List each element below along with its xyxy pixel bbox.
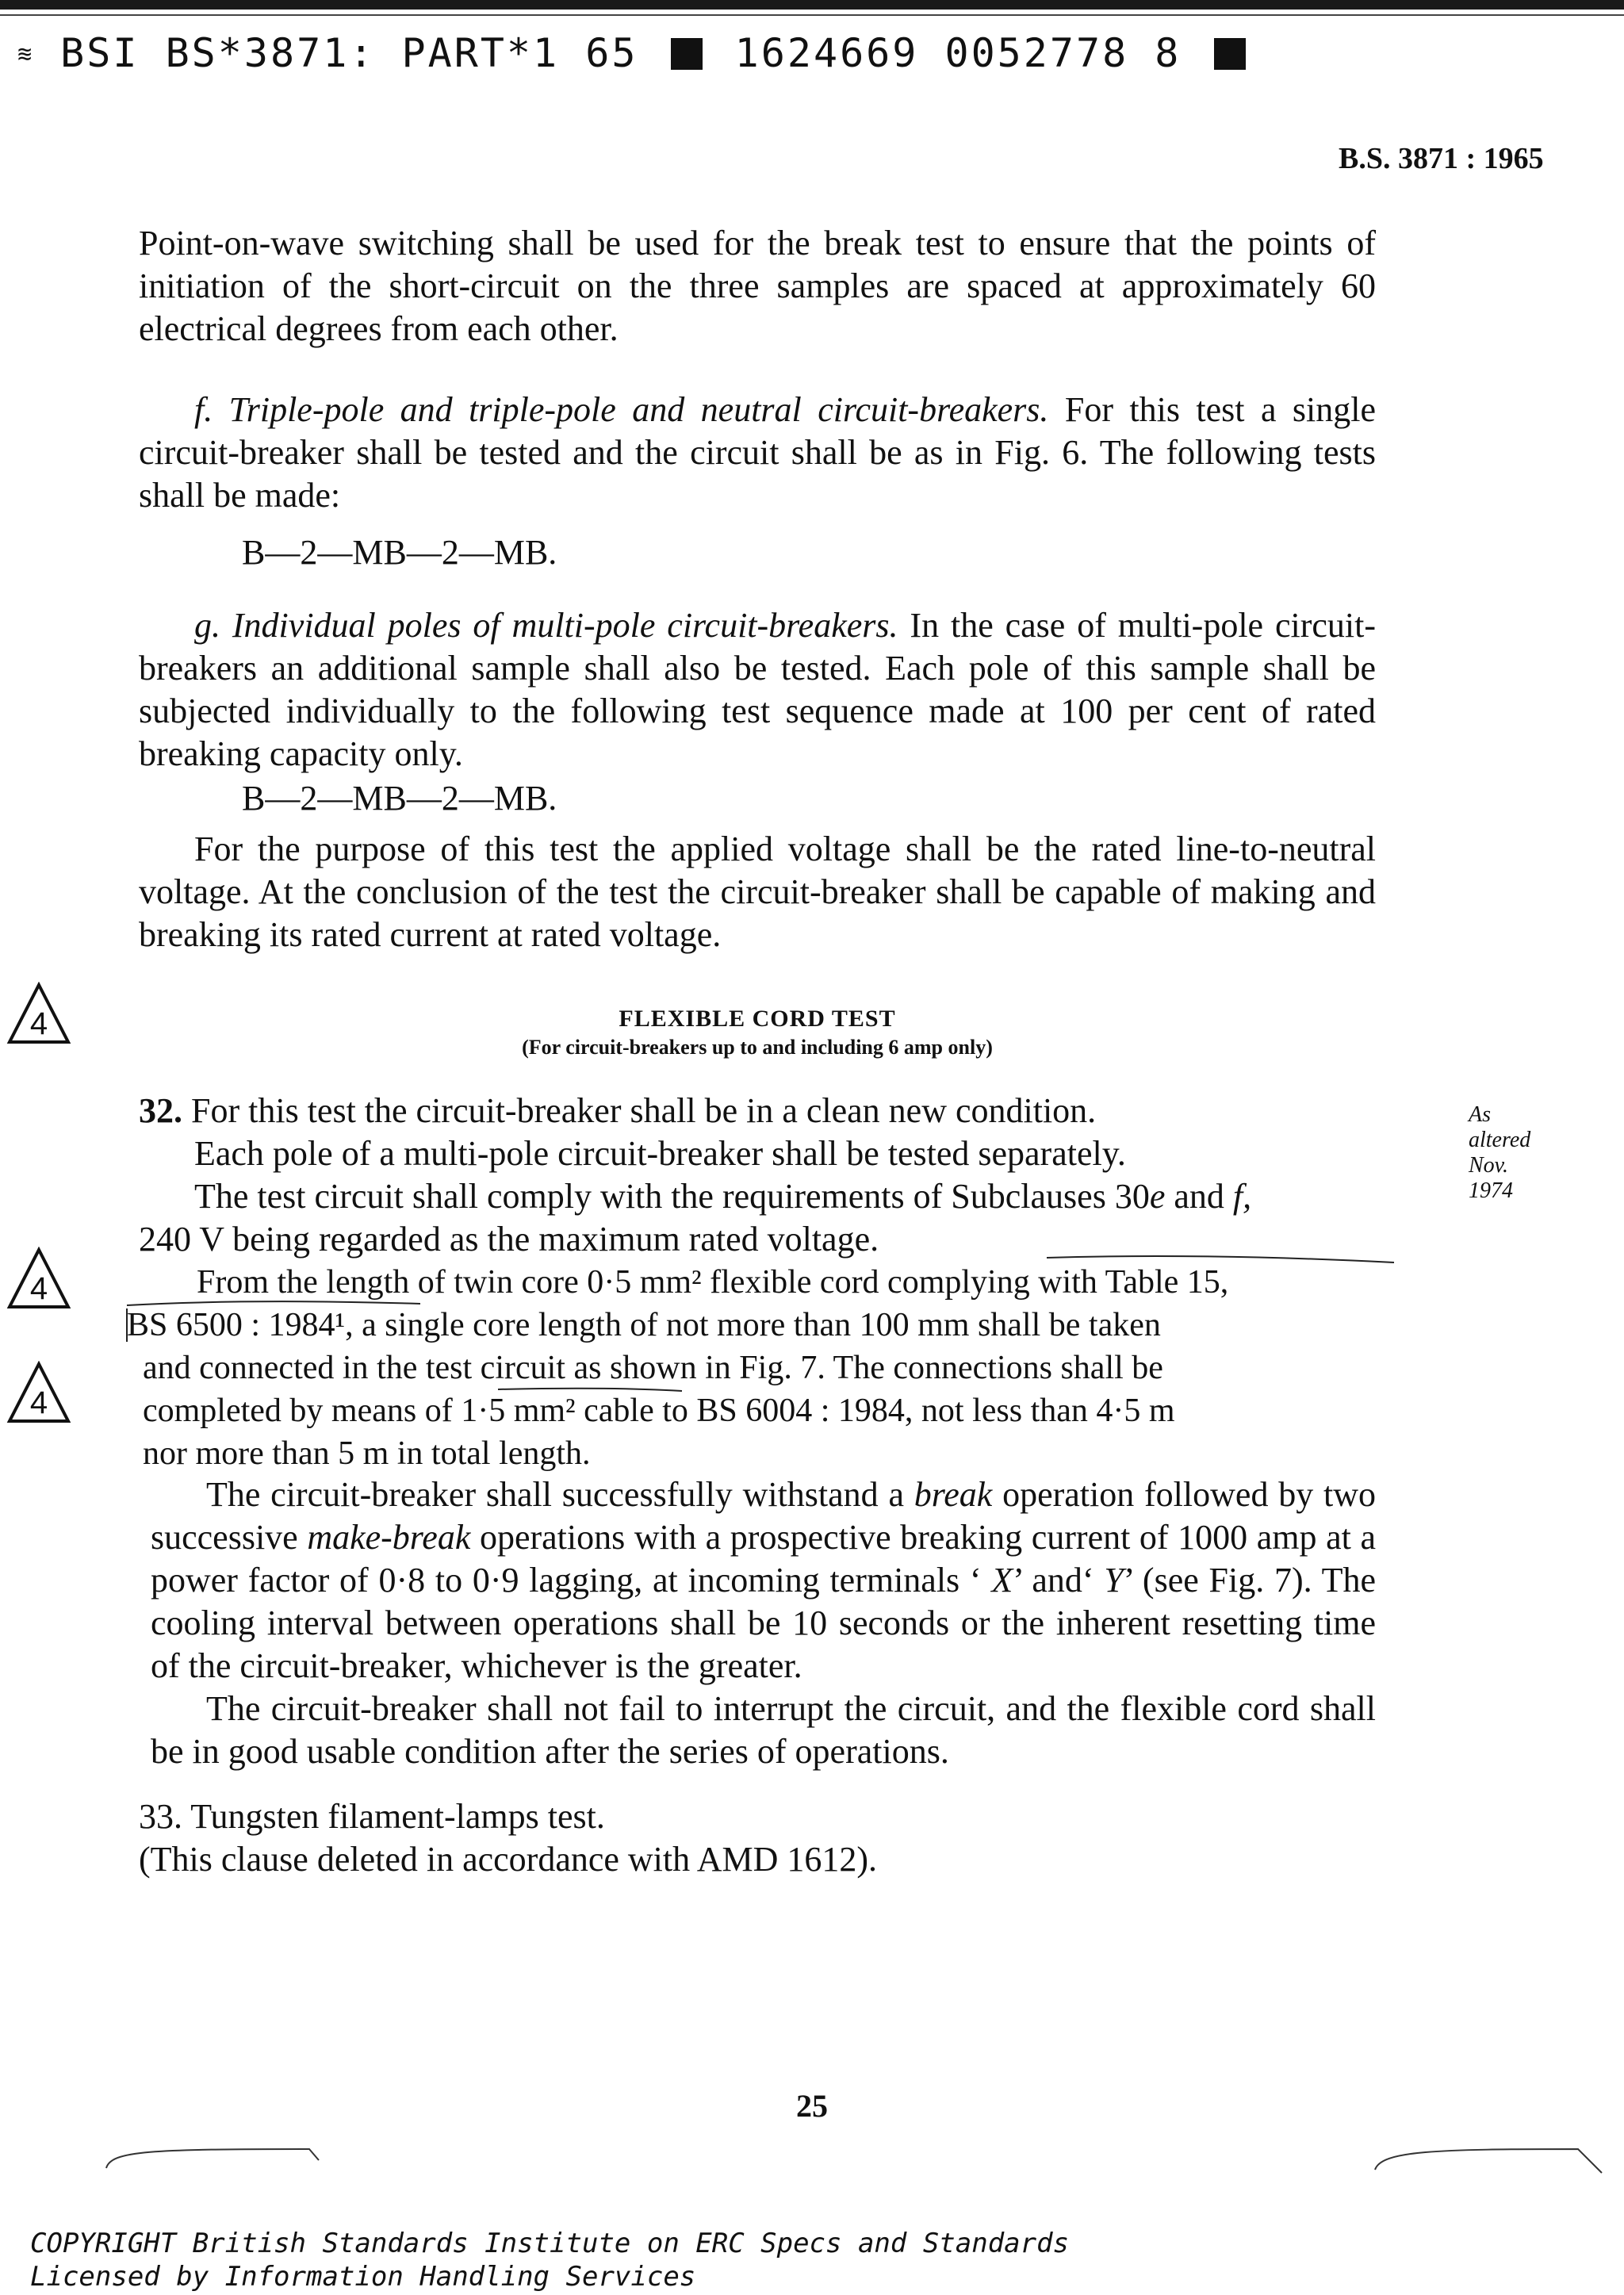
clause-32-line-5: From the length of twin core 0·5 mm² flexible cord complying with Table 15, xyxy=(197,1264,1229,1301)
item-g-label: g. xyxy=(194,606,220,645)
clause-33-note: (This clause deleted in accordance with AMD 1612). xyxy=(139,1840,878,1879)
clause-32-line-8: completed by means of 1·5 mm² cable to BS 6004 : 1984, not less than 4·5 m xyxy=(143,1393,1175,1429)
clause-32-number: 32. xyxy=(139,1091,182,1130)
flexible-cord-title: FLEXIBLE CORD TEST xyxy=(619,1006,896,1032)
top-scan-rule xyxy=(0,14,1624,16)
handwritten-amendment-strokes xyxy=(119,1248,1404,1454)
item-f-text: For this test a single circuit-breaker shall be tested and the circuit shall be as in Fig. 6. The following tests shall be made: xyxy=(139,390,1377,515)
svg-text:4: 4 xyxy=(29,1271,48,1306)
clause-32-text-3c: and xyxy=(1165,1177,1233,1216)
page-number: 25 xyxy=(796,2088,828,2124)
amendment-triangle-icon xyxy=(6,982,71,1045)
svg-text:4: 4 xyxy=(29,1385,48,1420)
clause-32-line-3 xyxy=(194,1175,1251,1218)
clause-32-line-7: and connected in the test circuit as shown in Fig. 7. The connections shall be xyxy=(143,1350,1163,1386)
margin-note-line-3: Nov. xyxy=(1469,1153,1509,1178)
break-text-h: Y xyxy=(1104,1561,1124,1600)
scan-mark-icon: ≋ xyxy=(17,40,35,68)
clause-32-text-3d: f, xyxy=(1232,1177,1252,1216)
break-text-i: ’ (see Fig. 7). The cooling interval between operations shall be 10 seconds or the inherent resetting time of the circuit-breaker, whichever is the greater. xyxy=(151,1561,1376,1685)
clause-33-title: 33. Tungsten filament-lamps test. xyxy=(139,1797,605,1836)
amendment-triangle-icon xyxy=(6,1361,71,1424)
top-scan-bar xyxy=(0,0,1624,10)
paragraph-no-fail: The circuit-breaker shall not fail to interrupt the circuit, and the flexible cord shall be in good usable condition after the series of operations. xyxy=(151,1689,1376,1771)
copyright-line-2: Licensed by Information Handling Services xyxy=(30,2261,696,2293)
scan-corner-stroke-left xyxy=(103,2141,325,2173)
margin-note-line-4: 1974 xyxy=(1469,1178,1513,1203)
paragraph-item-f xyxy=(139,389,1376,517)
paragraph-point-on-wave: Point-on-wave switching shall be used for the break test to ensure that the points of initiation of the short-circuit on the three samples are spaced at approximately 60 electrical degrees from each other. xyxy=(139,224,1376,348)
header-code-left: BSI BS*3871: PART*1 65 xyxy=(60,30,638,76)
item-f-sequence: B—2—MB—2—MB. xyxy=(242,533,557,572)
document-code-header xyxy=(17,30,1252,76)
clause-32-line-9: nor more than 5 m in total length. xyxy=(143,1435,591,1472)
margin-note-line-2: altered xyxy=(1469,1128,1531,1152)
break-text-d: make-break xyxy=(307,1518,471,1557)
item-f-title: Triple-pole and triple-pole and neutral circuit-breakers. xyxy=(228,390,1049,429)
item-g-sequence: B—2—MB—2—MB. xyxy=(242,779,557,818)
break-text-g: ’ and‘ xyxy=(1013,1561,1105,1600)
margin-note-line-1: As xyxy=(1469,1102,1491,1127)
break-text-f: X xyxy=(991,1561,1013,1600)
item-g-text: In the case of multi-pole circuit-breakers an additional sample shall also be tested. Each pole of this sample shall be subjected individually to the following test sequence made at 100 per cent of rated breaking capacity only. xyxy=(139,606,1377,773)
paragraph-break-operation xyxy=(151,1473,1376,1688)
break-text-e: operations with a prospective breaking current of 1000 amp at a power factor of 0·8 to 0·9 lagging, at incoming terminals ‘ xyxy=(151,1518,1376,1600)
margin-note-altered xyxy=(1469,1102,1530,1204)
clause-32-text-3b: e xyxy=(1149,1177,1166,1216)
scan-corner-stroke-right xyxy=(1372,2141,1610,2181)
break-text-b: break xyxy=(914,1475,993,1514)
break-text-a: The circuit-breaker shall successfully withstand a xyxy=(206,1475,914,1514)
standard-reference: B.S. 3871 : 1965 xyxy=(1339,142,1544,175)
break-text-c: operation followed by two successive xyxy=(151,1475,1376,1557)
flexible-cord-subtitle: (For circuit-breakers up to and including 6 amp only) xyxy=(522,1036,993,1059)
item-g-title: Individual poles of multi-pole circuit-breakers. xyxy=(232,606,898,645)
flexible-cord-heading xyxy=(139,1006,1376,1059)
clause-32-line-6: BS 6500 : 1984¹, a single core length of not more than 100 mm shall be taken xyxy=(127,1307,1161,1343)
clause-32-text-1: For this test the circuit-breaker shall be in a clean new condition. xyxy=(191,1091,1097,1130)
black-block-mark xyxy=(1214,38,1246,70)
amendment-triangle-icon xyxy=(6,1247,71,1310)
item-f-label: f. xyxy=(194,390,213,429)
copyright-line-1: COPYRIGHT British Standards Institute on ERC Specs and Standards xyxy=(30,2228,1070,2259)
clause-32-line-4: 240 V being regarded as the maximum rated voltage. xyxy=(139,1220,879,1259)
clause-32-text-3a: The test circuit shall comply with the requirements of Subclauses 30 xyxy=(194,1177,1150,1216)
paragraph-item-g xyxy=(139,604,1376,776)
paragraph-item-g-purpose: For the purpose of this test the applied voltage shall be the rated line-to-neutral voltage. At the conclusion of the test the circuit-breaker shall be capable of making and breaking its rated current at rated voltage. xyxy=(139,829,1376,954)
header-code-mid: 1624669 0052778 8 xyxy=(734,30,1182,76)
clause-32-line-1 xyxy=(139,1090,1096,1132)
clause-32-line-2: Each pole of a multi-pole circuit-breaker shall be tested separately. xyxy=(194,1134,1126,1173)
black-block-mark xyxy=(671,38,703,70)
svg-text:4: 4 xyxy=(29,1006,48,1041)
copyright-notice xyxy=(30,2227,1069,2293)
